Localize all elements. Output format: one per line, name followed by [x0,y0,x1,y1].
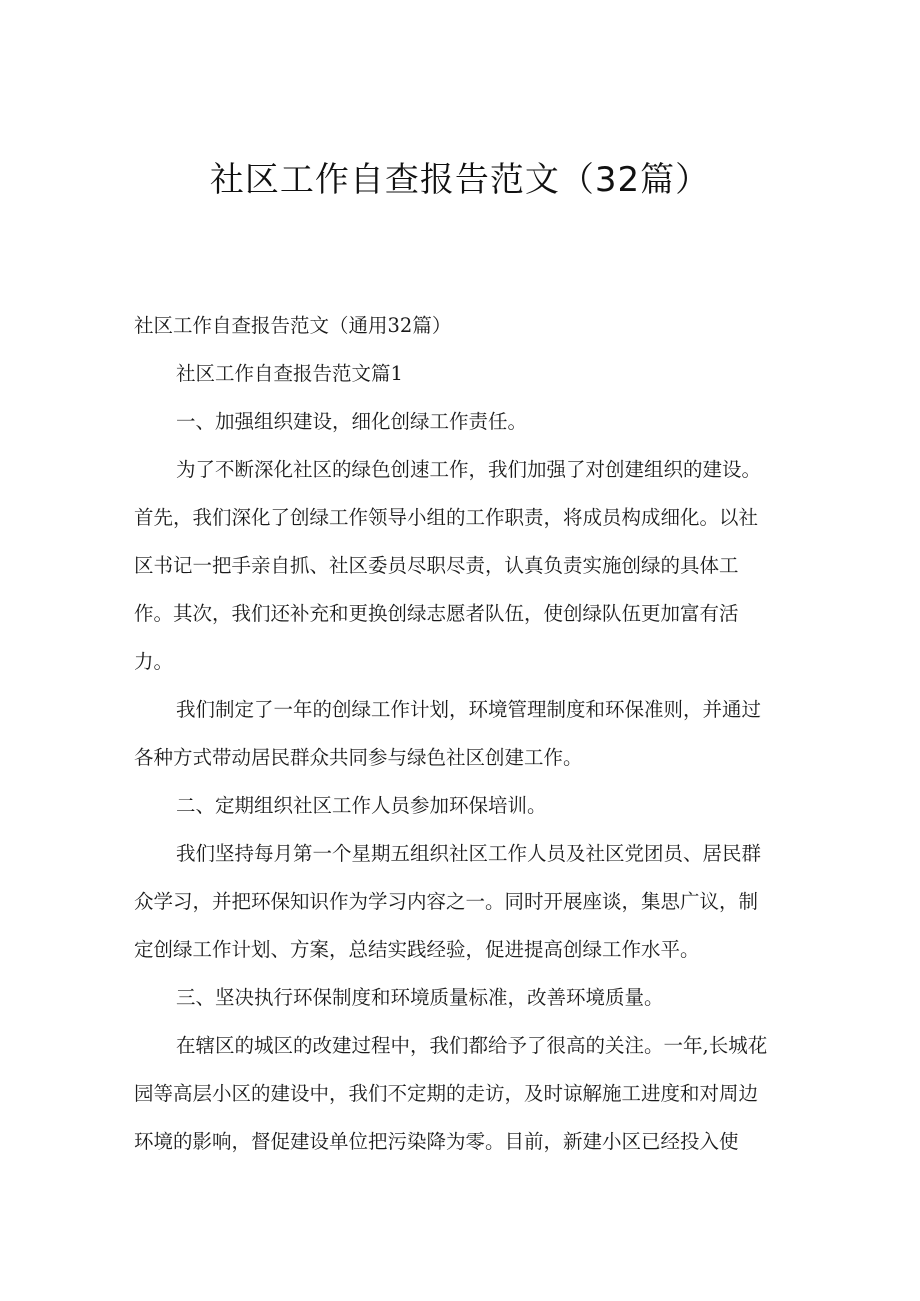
paragraph-line: 在辖区的城区的改建过程中，我们都给予了很高的关注。一年,长城花 [176,1034,768,1057]
document-subtitle: 社区工作自查报告范文（通用32篇） [134,314,452,337]
paragraph-line: 首先，我们深化了创绿工作领导小组的工作职责，将成员构成细化。以社 [134,506,759,529]
heading-three: 三、坚决执行环保制度和环境质量标准，改善环境质量。 [176,986,664,1009]
heading-one: 一、加强组织建设，细化创绿工作责任。 [176,410,528,433]
paragraph-line: 力。 [134,650,174,673]
paragraph-line: 我们制定了一年的创绿工作计划，环境管理制度和环保准则，并通过 [176,698,762,721]
paragraph-line: 作。其次，我们还补充和更换创绿志愿者队伍，使创绿队伍更加富有活 [134,602,739,625]
paragraph-line: 区书记一把手亲自抓、社区委员尽职尽责，认真负责实施创绿的具体工 [134,554,739,577]
paragraph-line: 园等高层小区的建设中，我们不定期的走访，及时谅解施工进度和对周边 [134,1082,759,1105]
paragraph-line: 为了不断深化社区的绿色创速工作，我们加强了对创建组织的建设。 [176,458,762,481]
paragraph-line: 我们坚持每月第一个星期五组织社区工作人员及社区党团员、居民群 [176,842,762,865]
paragraph-line: 定创绿工作计划、方案，总结实践经验，促进提高创绿工作水平。 [134,938,700,961]
heading-two: 二、定期组织社区工作人员参加环保培训。 [176,794,547,817]
document-title: 社区工作自查报告范文（32篇） [209,160,711,200]
paragraph-line: 环境的影响，督促建设单位把污染降为零。目前，新建小区已经投入使 [134,1130,739,1153]
paragraph-line: 各种方式带动居民群众共同参与绿色社区创建工作。 [134,746,583,769]
paragraph-line: 众学习，并把环保知识作为学习内容之一。同时开展座谈，集思广议，制 [134,890,759,913]
section-heading: 社区工作自查报告范文篇1 [176,362,403,385]
